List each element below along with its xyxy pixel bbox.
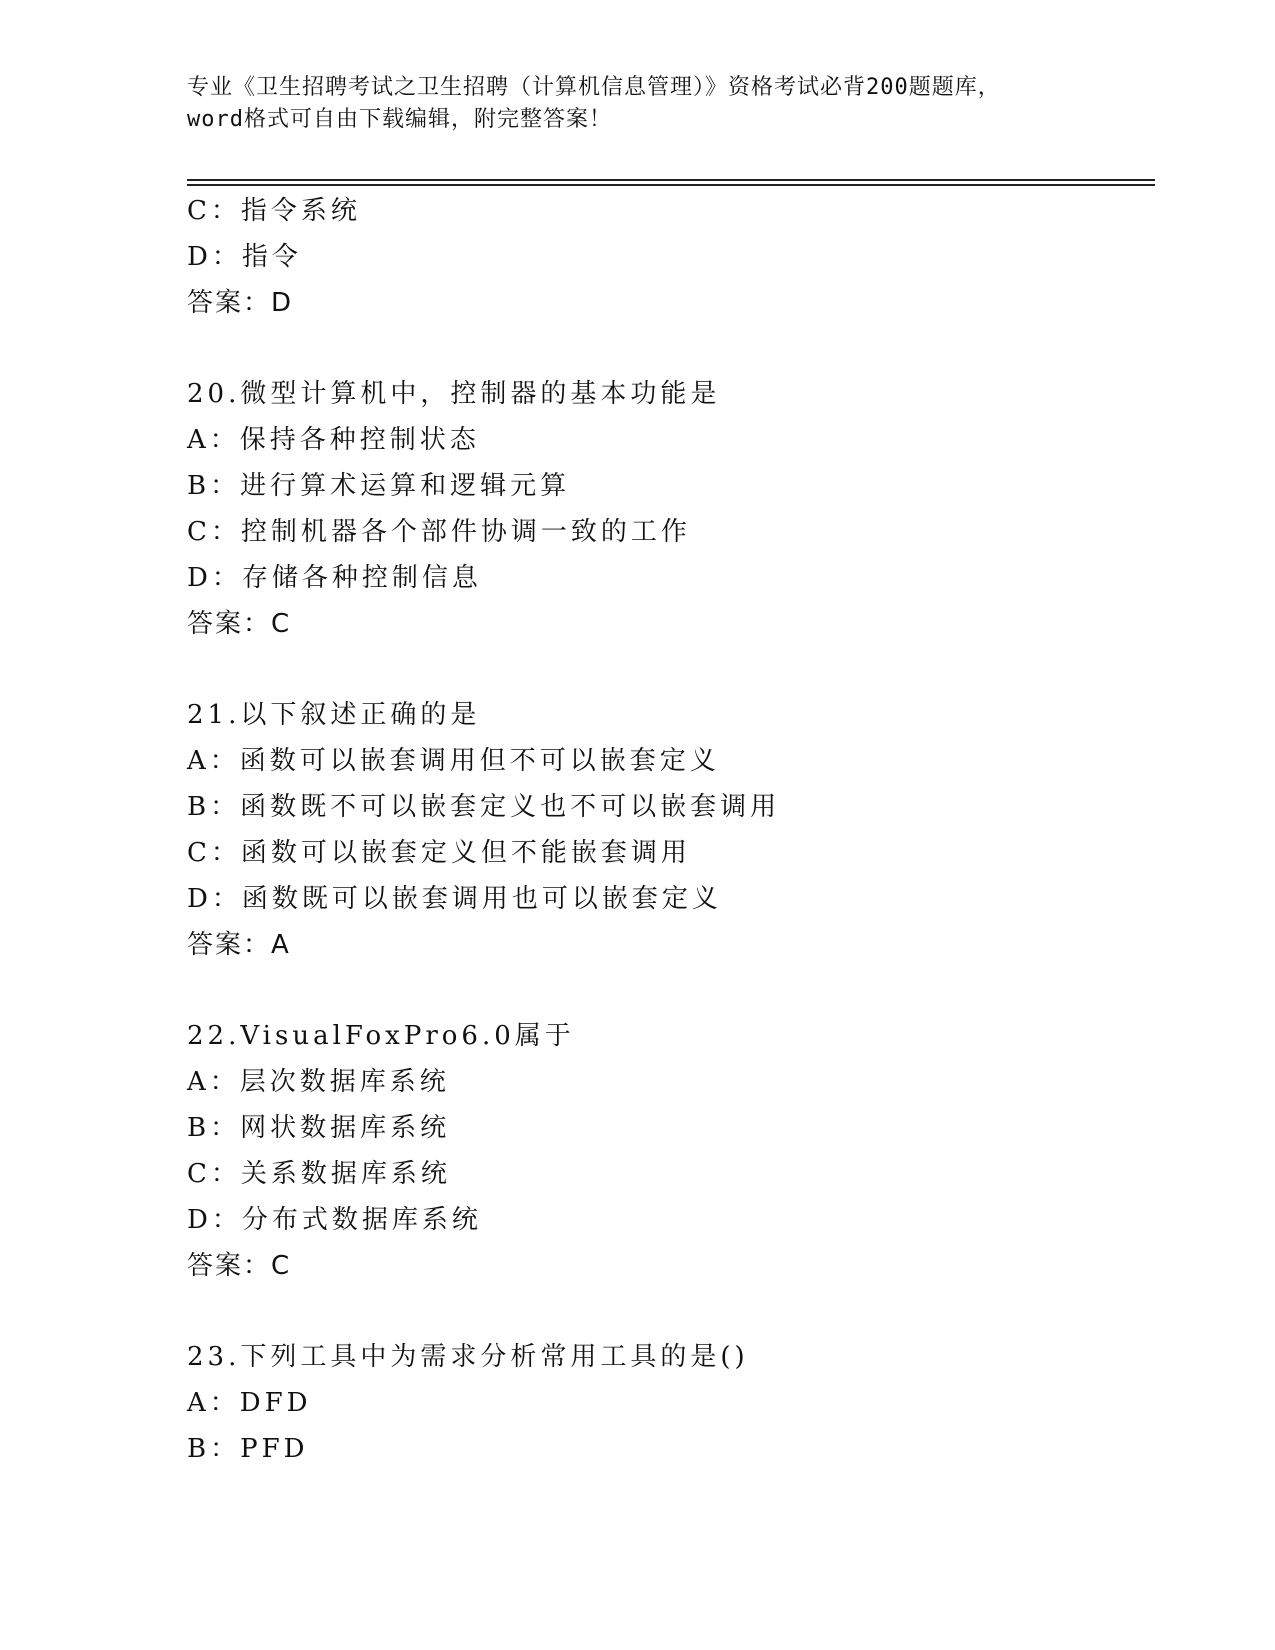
option-c: C：指令系统 xyxy=(187,196,361,226)
spacer xyxy=(187,326,1155,371)
document-header xyxy=(187,72,1087,136)
spacer xyxy=(187,1289,1155,1334)
answer: 答案：D xyxy=(187,288,294,318)
question-stem: 21.以下叙述正确的是 xyxy=(187,700,481,730)
spacer xyxy=(187,647,1155,692)
header-divider-top xyxy=(187,179,1155,181)
option-d: D：存储各种控制信息 xyxy=(187,563,482,593)
header-title-line-2: word格式可自由下载编辑，附完整答案！ xyxy=(187,107,612,132)
answer: 答案：C xyxy=(187,609,292,639)
option-b: B：进行算术运算和逻辑元算 xyxy=(187,471,571,501)
answer: 答案：C xyxy=(187,1251,292,1281)
option-d: D：分布式数据库系统 xyxy=(187,1205,482,1235)
header-title-line-1: 专业《卫生招聘考试之卫生招聘（计算机信息管理）》资格考试必背200题题库， xyxy=(187,75,1001,100)
option-d: D：函数既可以嵌套调用也可以嵌套定义 xyxy=(187,884,722,914)
option-a: A：DFD xyxy=(187,1388,312,1418)
answer: 答案：A xyxy=(187,930,291,960)
question-list xyxy=(187,188,1155,1472)
option-b: B：函数既不可以嵌套定义也不可以嵌套调用 xyxy=(187,792,781,822)
spacer xyxy=(187,968,1155,1013)
option-c: C：函数可以嵌套定义但不能嵌套调用 xyxy=(187,838,691,868)
question-stem: 22.VisualFoxPro6.0属于 xyxy=(187,1021,575,1051)
option-c: C：关系数据库系统 xyxy=(187,1159,451,1189)
option-b: B：网状数据库系统 xyxy=(187,1113,451,1143)
question-20 xyxy=(187,371,1155,647)
option-c: C：控制机器各个部件协调一致的工作 xyxy=(187,517,691,547)
option-b: B：PFD xyxy=(187,1434,309,1464)
option-d: D：指令 xyxy=(187,242,302,272)
question-stem: 23.下列工具中为需求分析常用工具的是() xyxy=(187,1342,749,1372)
header-divider-bottom xyxy=(187,184,1155,186)
question-21 xyxy=(187,692,1155,968)
option-a: A：保持各种控制状态 xyxy=(187,425,480,455)
option-a: A：函数可以嵌套调用但不可以嵌套定义 xyxy=(187,746,720,776)
question-23 xyxy=(187,1334,1155,1472)
question-22 xyxy=(187,1013,1155,1289)
option-a: A：层次数据库系统 xyxy=(187,1067,450,1097)
question-stem: 20.微型计算机中，控制器的基本功能是 xyxy=(187,379,721,409)
partial-question xyxy=(187,188,1155,326)
